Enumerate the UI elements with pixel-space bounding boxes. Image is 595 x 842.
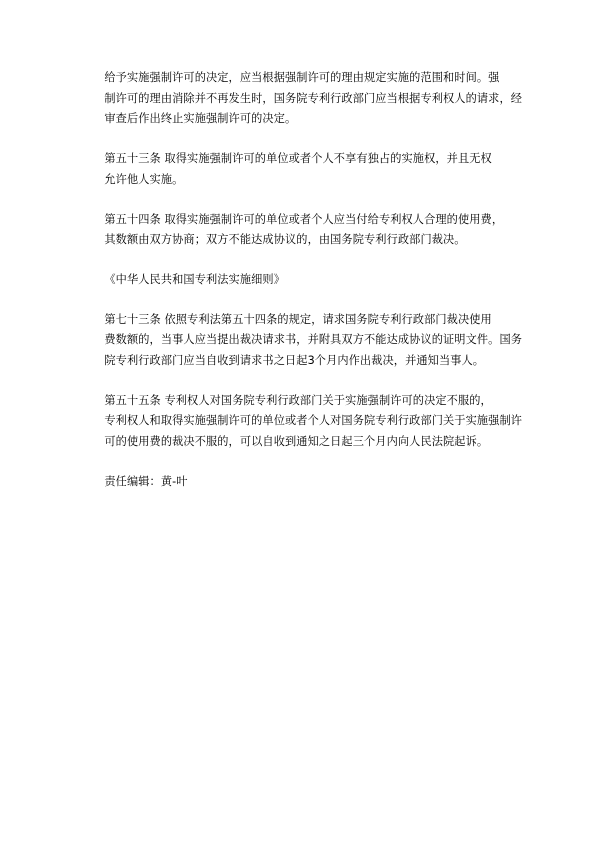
text-line: 第五十四条 取得实施强制许可的单位或者个人应当付给专利权人合理的使用费，	[104, 212, 504, 226]
text-line: 《中华人民共和国专利法实施细则》	[104, 272, 285, 286]
text-line: 第七十三条 依照专利法第五十四条的规定，请求国务院专利行政部门裁决使用	[104, 312, 492, 326]
text-line: 第五十三条 取得实施强制许可的单位或者个人不享有独占的实施权，并且无权	[104, 152, 492, 166]
text-line: 给予实施强制许可的决定，应当根据强制许可的理由规定实施的范围和时间。强	[104, 71, 500, 84]
paragraph-article-54	[82, 210, 530, 251]
paragraph-article-73	[82, 310, 530, 372]
text-line: 第五十五条 专利权人对国务院专利行政部门关于实施强制许可的决定不服的，	[104, 393, 492, 407]
paragraph-article-53	[82, 149, 530, 190]
text-line: 专利权人和取得实施强制许可的单位或者个人对国务院专利行政部门关于实施强制许	[104, 414, 523, 428]
editor-credit: 责任编辑：黄-叶	[104, 474, 188, 488]
paragraph-article-55	[82, 391, 530, 453]
text-line: 审查后作出终止实施强制许可的决定。	[104, 112, 297, 126]
paragraph-compulsory-license-decision	[82, 68, 530, 130]
text-line: 允许他人实施。	[104, 172, 184, 186]
text-line: 费数额的，当事人应当提出裁决请求书，并附具双方不能达成协议的证明文件。国务	[104, 333, 523, 347]
text-line: 可的使用费的裁决不服的，可以自收到通知之日起三个月内向人民法院起诉。	[104, 435, 489, 449]
paragraph-editor-credit	[82, 472, 530, 493]
text-line: 制许可的理由消除并不再发生时，国务院专利行政部门应当根据专利权人的请求，经	[104, 91, 523, 105]
text-line: 院专利行政部门应当自收到请求书之日起3个月内作出裁决，并通知当事人。	[104, 354, 485, 368]
text-line: 其数额由双方协商；双方不能达成协议的，由国务院专利行政部门裁决。	[104, 233, 466, 247]
document-body	[82, 68, 530, 512]
paragraph-regulation-title	[82, 270, 530, 291]
